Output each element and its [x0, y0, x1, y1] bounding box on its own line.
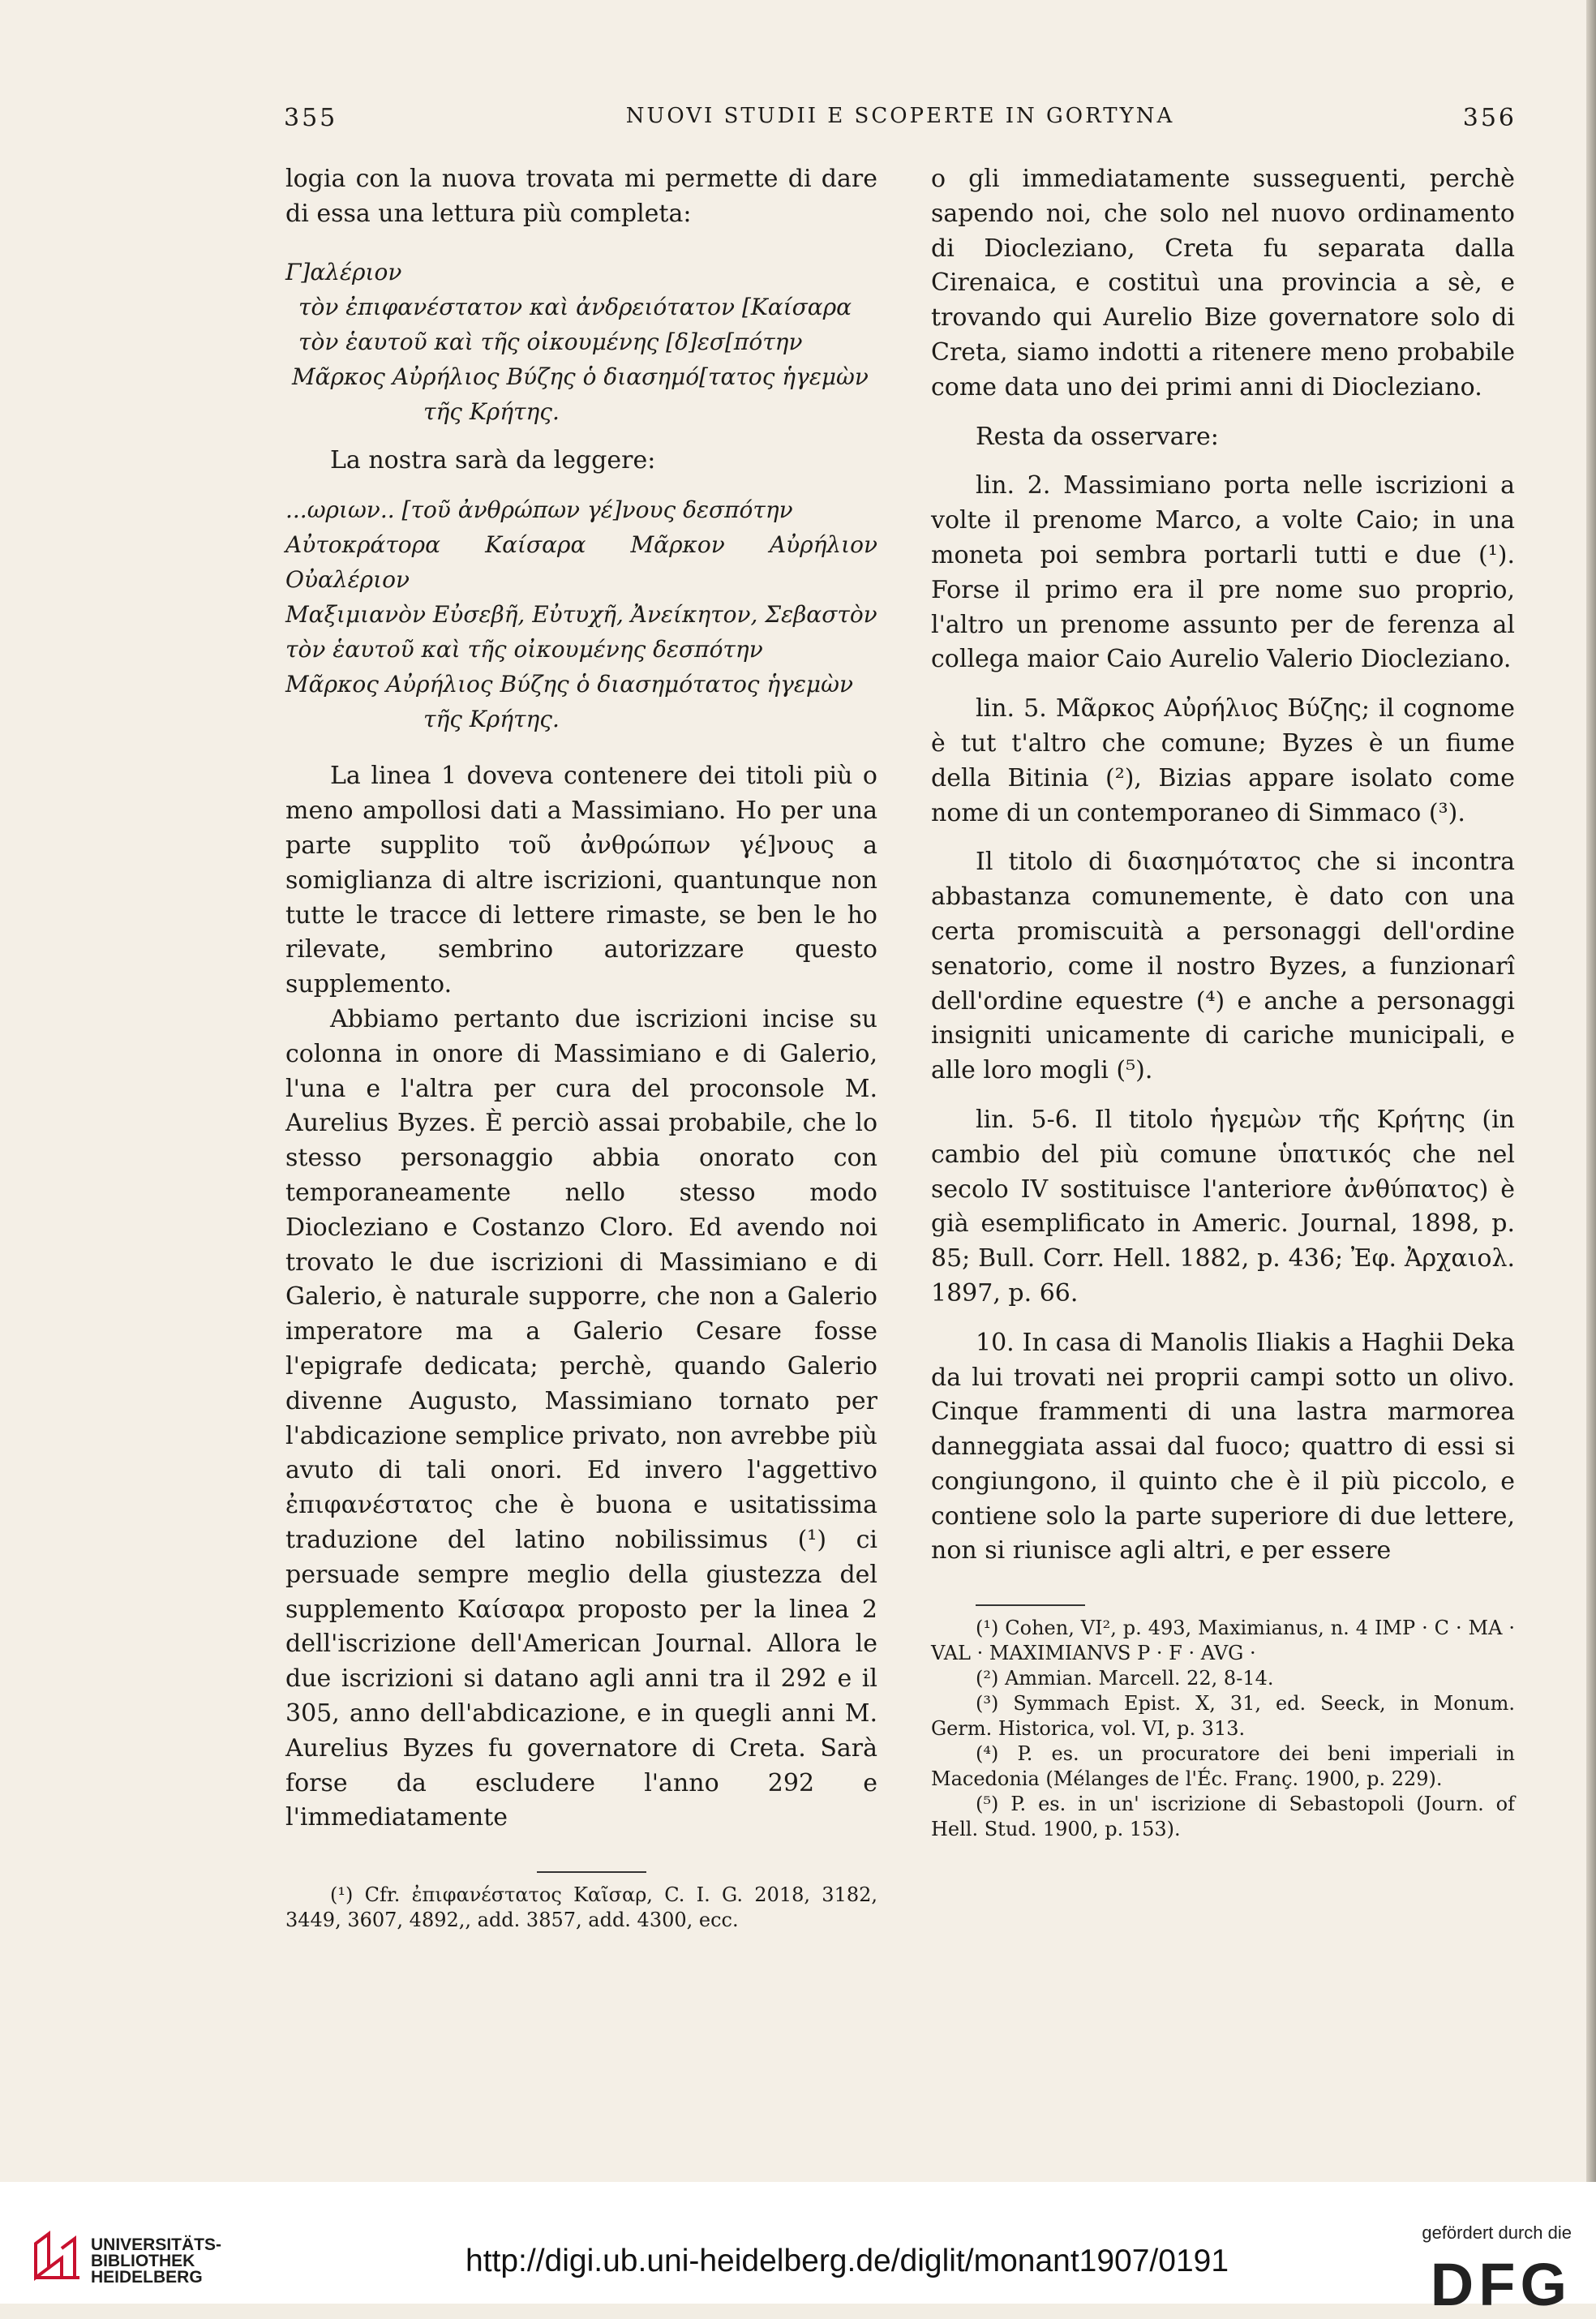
- greek-line: ...ωριων.. [τοῦ ἀνθρώπων γέ]νους δεσπότην: [285, 496, 793, 524]
- library-name: UNIVERSITÄTS- BIBLIOTHEK HEIDELBERG: [91, 2235, 222, 2287]
- greek-line: Γ]αλέριον: [285, 258, 402, 286]
- paragraph: 10. In casa di Manolis Iliakis a Haghii Deka da lui trovati nei proprii campi sotto un olivo. Cinque frammenti di una lastra marmorea danneggiata assai dal fuoco; quattro di essi si congiungono, il quinto che è il più piccolo, e contiene solo la parte superiore di due lettere, non si riunisce agli altri, e per essere: [931, 1328, 1515, 1565]
- footnote-rule: [976, 1604, 1085, 1606]
- paragraph: o gli immediatamente susseguenti, perchè sapendo noi, che solo nel nuovo ordinamento di Diocleziano, Creta fu separata dalla Cirenaica, e costituì una provincia a sè, e trovando qui Aurelio Bize governatore solo di Creta, siamo indotti a ritenere meno probabile come data uno dei primi anni di Diocleziano.: [931, 165, 1515, 402]
- paragraph: Abbiamo pertanto due iscrizioni incise su colonna in onore di Massimiano e di Galerio, l'una e l'altra per cura del proconsole M. Aurelius Byzes. È perciò assai probabile, che lo stesso personaggio abbia onorato con temporaneamente nello stesso modo Diocleziano e Costanzo Cloro. Ed avendo noi trovato le due iscrizioni di Massimiano e di Galerio, è naturale supporre, che non a Galerio imperatore ma a Galerio Cesare fosse l'epigrafe dedicata; perchè, quando Galerio divenne Augusto, Massimiano tornato per l'abdicazione semplice privato, non avrebbe più avuto di tali onori. Ed invero l'aggettivo ἐπιφανέστατος che è buona e usitatissima traduzione del latino nobilissimus (¹) ci persuade sempre meglio della giustezza del supplemento Καίσαρα proposto per la linea 2 dell'iscrizione dell'American Journal. Allora le due iscrizioni si datano agli anni tra il 292 e il 305, anno dell'abdicazione, e in quegli anni M. Aurelius Byzes fu governatore di Creta. Sarà forse da escludere l'anno 292 e l'immediatamente: [285, 1004, 877, 1832]
- footer-bar: [0, 2182, 1596, 2318]
- footnote: (²) Ammian. Marcell. 22, 8-14.: [976, 1667, 1274, 1690]
- page-number-left: 355: [284, 104, 338, 132]
- greek-line: Αὐτοκράτορα Καίσαρα Μᾶρκον Αὐρήλιον Οὐαλέριον: [285, 531, 877, 594]
- paragraph: Il titolo di διασημότατος che si incontra abbastanza comunemente, è dato con una certa promiscuità a personaggi dell'ordine senatorio, come il nostro Byzes, a funzionarî dell'ordine equestre (⁴) e anche a personaggi insigniti unicamente di cariche municipali, e alle loro mogli (⁵).: [931, 848, 1515, 1085]
- dfg-logo: DFG: [1430, 2251, 1572, 2318]
- footnote: (¹) Cohen, VI², p. 493, Maximianus, n. 4 IMP · C · MA · VAL · MAXIMIANVS P · F · AVG ·: [931, 1617, 1515, 1665]
- paragraph: lin. 2. Massimiano porta nelle iscrizioni a volte il prenome Marco, a volte Caio; in una moneta poi sembra portarli tutti e due (¹). Forse il primo era il pre nome suo proprio, l'altro un prenome assunto per de ferenza al collega maior Caio Aurelio Valerio Diocleziano.: [931, 471, 1515, 674]
- paragraph: logia con la nuova trovata mi permette di dare di essa una lettura più completa:: [285, 165, 877, 228]
- paragraph: La linea 1 doveva contenere dei titoli più o meno ampollosi dati a Massimiano. Ho per una parte supplito τοῦ ἀνθρώπων γέ]νους a somiglianza di altre iscrizioni, quantunque non tutte le tracce di lettere rimaste, se ben le ho rilevate, sembrino autorizzare questo supplemento.: [285, 762, 877, 999]
- greek-line: τὸν ἐπιφανέστατον καὶ ἀνδρειότατον [Καίσαρα: [298, 293, 852, 320]
- funding-label: gefördert durch die: [1422, 2222, 1572, 2243]
- greek-inscription-2: [285, 492, 877, 736]
- greek-line: τῆς Κρήτης.: [423, 397, 560, 425]
- paragraph: lin. 5-6. Il titolo ἡγεμὼν τῆς Κρήτης (in cambio del più comune ὑπατικός che nel secolo IV sostituisce l'anteriore ἀνθύπατος) è già esemplificato in Americ. Journal, 1898, p. 85; Bull. Corr. Hell. 1882, p. 436; Ἐφ. Ἀρχαιολ. 1897, p. 66.: [931, 1105, 1515, 1308]
- footnote: (³) Symmach Epist. X, 31, ed. Seeck, in Monum. Germ. Historica, vol. VI, p. 313.: [931, 1692, 1515, 1741]
- book-spine-edge: [1586, 0, 1596, 2182]
- running-title: NUOVI STUDII E SCOPERTE IN GORTYNA: [625, 104, 1175, 128]
- footnote-rule: [537, 1871, 646, 1873]
- paragraph: lin. 5. Μᾶρκος Αὐρήλιος Βύζης; il cognome è tut t'altro che comune; Byzes è un fiume della Bitinia (²), Bizias appare isolato come nome di un contemporaneo di Simmaco (³).: [931, 694, 1515, 827]
- greek-line: Μᾶρκος Αὐρήλιος Βύζης ὁ διασημό[τατος ἡγεμὼν: [292, 363, 869, 390]
- greek-line: τὸν ἑαυτοῦ καὶ τῆς οἰκουμένης [δ]εσ[πότην: [298, 328, 803, 355]
- footnote: (⁵) P. es. in un' iscrizione di Sebastopoli (Journ. of Hell. Stud. 1900, p. 153).: [931, 1793, 1515, 1841]
- greek-line: τῆς Κρήτης.: [423, 706, 560, 733]
- paragraph: La nostra sarà da leggere:: [330, 445, 656, 475]
- greek-inscription-1: [285, 255, 877, 429]
- greek-line: Μᾶρκος Αὐρήλιος Βύζης ὁ διασημότατος ἡγεμὼν: [285, 671, 853, 698]
- left-column: [285, 162, 877, 1933]
- university-library-logo-icon: [32, 2231, 83, 2281]
- right-column: [931, 162, 1515, 1842]
- source-url-link[interactable]: http://digi.ub.uni-heidelberg.de/diglit/monant1907/0191: [466, 2244, 1229, 2278]
- greek-line: τὸν ἑαυτοῦ καὶ τῆς οἰκουμένης δεσπότην: [285, 636, 763, 663]
- greek-line: Μαξιμιανὸν Εὐσεβῆ, Εὐτυχῆ, Ἀνείκητον, Σεβαστὸν: [285, 601, 877, 629]
- running-header: [284, 104, 1517, 140]
- footnote: (¹) Cfr. ἐπιφανέστατος Καῖσαρ, C. I. G. 2018, 3182, 3449, 3607, 4892,, add. 3857, add. 4300, ecc.: [285, 1883, 877, 1932]
- page-number-right: 356: [1462, 104, 1517, 132]
- paragraph: Resta da osservare:: [976, 422, 1219, 451]
- footnote: (⁴) P. es. un procuratore dei beni imperiali in Macedonia (Mélanges de l'Éc. Franç. 1900, p. 229).: [931, 1742, 1515, 1791]
